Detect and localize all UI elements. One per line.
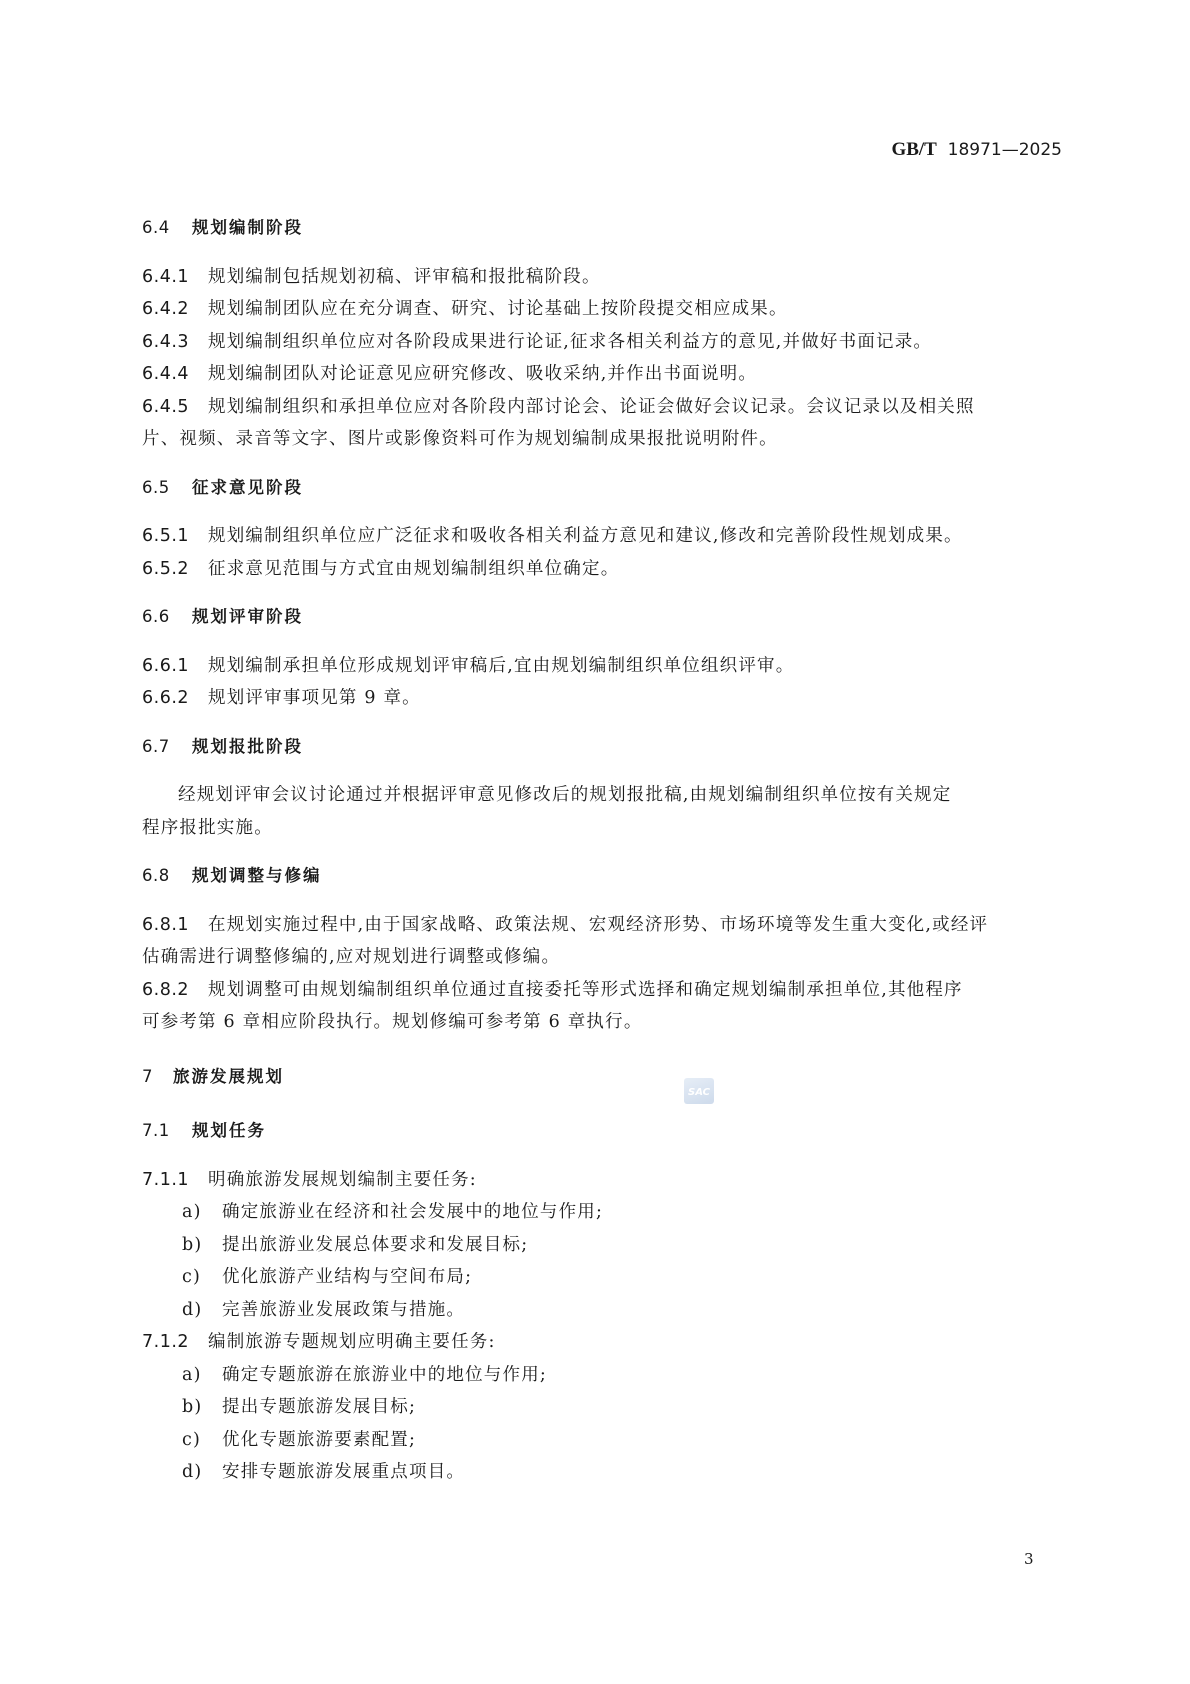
- document-body: [142, 212, 1064, 1489]
- list-item: c) 优化旅游产业结构与空间布局;: [182, 1267, 473, 1287]
- list-item: b) 提出专题旅游发展目标;: [182, 1397, 417, 1417]
- list-item: d) 安排专题旅游发展重点项目。: [182, 1462, 466, 1482]
- standard-prefix: GB/T: [891, 139, 937, 160]
- paragraph-6-7-continuation: 程序报批实施。: [142, 817, 273, 838]
- clause-6-6-2: 6.6.2 规划评审事项见第 9 章。: [142, 688, 421, 708]
- chapter-heading-7: 7 旅游发展规划: [142, 1066, 284, 1086]
- clause-6-4-1: 6.4.1 规划编制包括规划初稿、评审稿和报批稿阶段。: [142, 266, 601, 287]
- clause-7-1-1: 7.1.1 明确旅游发展规划编制主要任务:: [142, 1169, 477, 1190]
- standard-number: 18971—2025: [947, 140, 1062, 160]
- page-number: 3: [1024, 1550, 1034, 1568]
- clause-6-4-5-continuation: 片、视频、录音等文字、图片或影像资料可作为规划编制成果报批说明附件。: [142, 429, 778, 449]
- clause-6-4-4: 6.4.4 规划编制团队对论证意见应研究修改、吸收采纳,并作出书面说明。: [142, 364, 758, 384]
- section-heading-6-8: 6.8 规划调整与修编: [142, 866, 322, 885]
- section-heading-6-4: 6.4 规划编制阶段: [142, 218, 303, 237]
- list-item: b) 提出旅游业发展总体要求和发展目标;: [182, 1234, 529, 1255]
- list-item: d) 完善旅游业发展政策与措施。: [182, 1299, 466, 1320]
- clause-7-1-2: 7.1.2 编制旅游专题规划应明确主要任务:: [142, 1332, 496, 1352]
- document-header: [891, 139, 1062, 161]
- clause-6-8-1: 6.8.1 在规划实施过程中,由于国家战略、政策法规、宏观经济形势、市场环境等发生重大变化,或经评: [142, 914, 989, 935]
- section-heading-6-6: 6.6 规划评审阶段: [142, 607, 303, 626]
- section-heading-6-5: 6.5 征求意见阶段: [142, 477, 303, 497]
- paragraph-6-7: 经规划评审会议讨论通过并根据评审意见修改后的规划报批稿,由规划编制组织单位按有关规定: [178, 785, 952, 805]
- clause-6-6-1: 6.6.1 规划编制承担单位形成规划评审稿后,宜由规划编制组织单位组织评审。: [142, 655, 795, 676]
- clause-6-4-5: 6.4.5 规划编制组织和承担单位应对各阶段内部讨论会、论证会做好会议记录。会议记录以及相关照: [142, 396, 975, 417]
- sac-watermark-icon: SAC: [684, 1078, 714, 1104]
- clause-6-8-2-continuation: 可参考第 6 章相应阶段执行。规划修编可参考第 6 章执行。: [142, 1012, 643, 1032]
- section-heading-6-7: 6.7 规划报批阶段: [142, 736, 303, 756]
- list-item: a) 确定专题旅游在旅游业中的地位与作用;: [182, 1364, 547, 1385]
- clause-6-4-3: 6.4.3 规划编制组织单位应对各阶段成果进行论证,征求各相关利益方的意见,并做好书面记录。: [142, 331, 933, 352]
- clause-6-8-1-continuation: 估确需进行调整修编的,应对规划进行调整或修编。: [142, 947, 561, 967]
- clause-6-5-2: 6.5.2 征求意见范围与方式宜由规划编制组织单位确定。: [142, 558, 620, 579]
- clause-6-8-2: 6.8.2 规划调整可由规划编制组织单位通过直接委托等形式选择和确定规划编制承担单位,其他程序: [142, 979, 963, 1000]
- clause-6-4-2: 6.4.2 规划编制团队应在充分调查、研究、讨论基础上按阶段提交相应成果。: [142, 299, 788, 319]
- section-heading-7-1: 7.1 规划任务: [142, 1121, 266, 1140]
- list-item: a) 确定旅游业在经济和社会发展中的地位与作用;: [182, 1202, 604, 1222]
- clause-6-5-1: 6.5.1 规划编制组织单位应广泛征求和吸收各相关利益方意见和建议,修改和完善阶段性规划成果。: [142, 526, 963, 546]
- list-item: c) 优化专题旅游要素配置;: [182, 1429, 417, 1450]
